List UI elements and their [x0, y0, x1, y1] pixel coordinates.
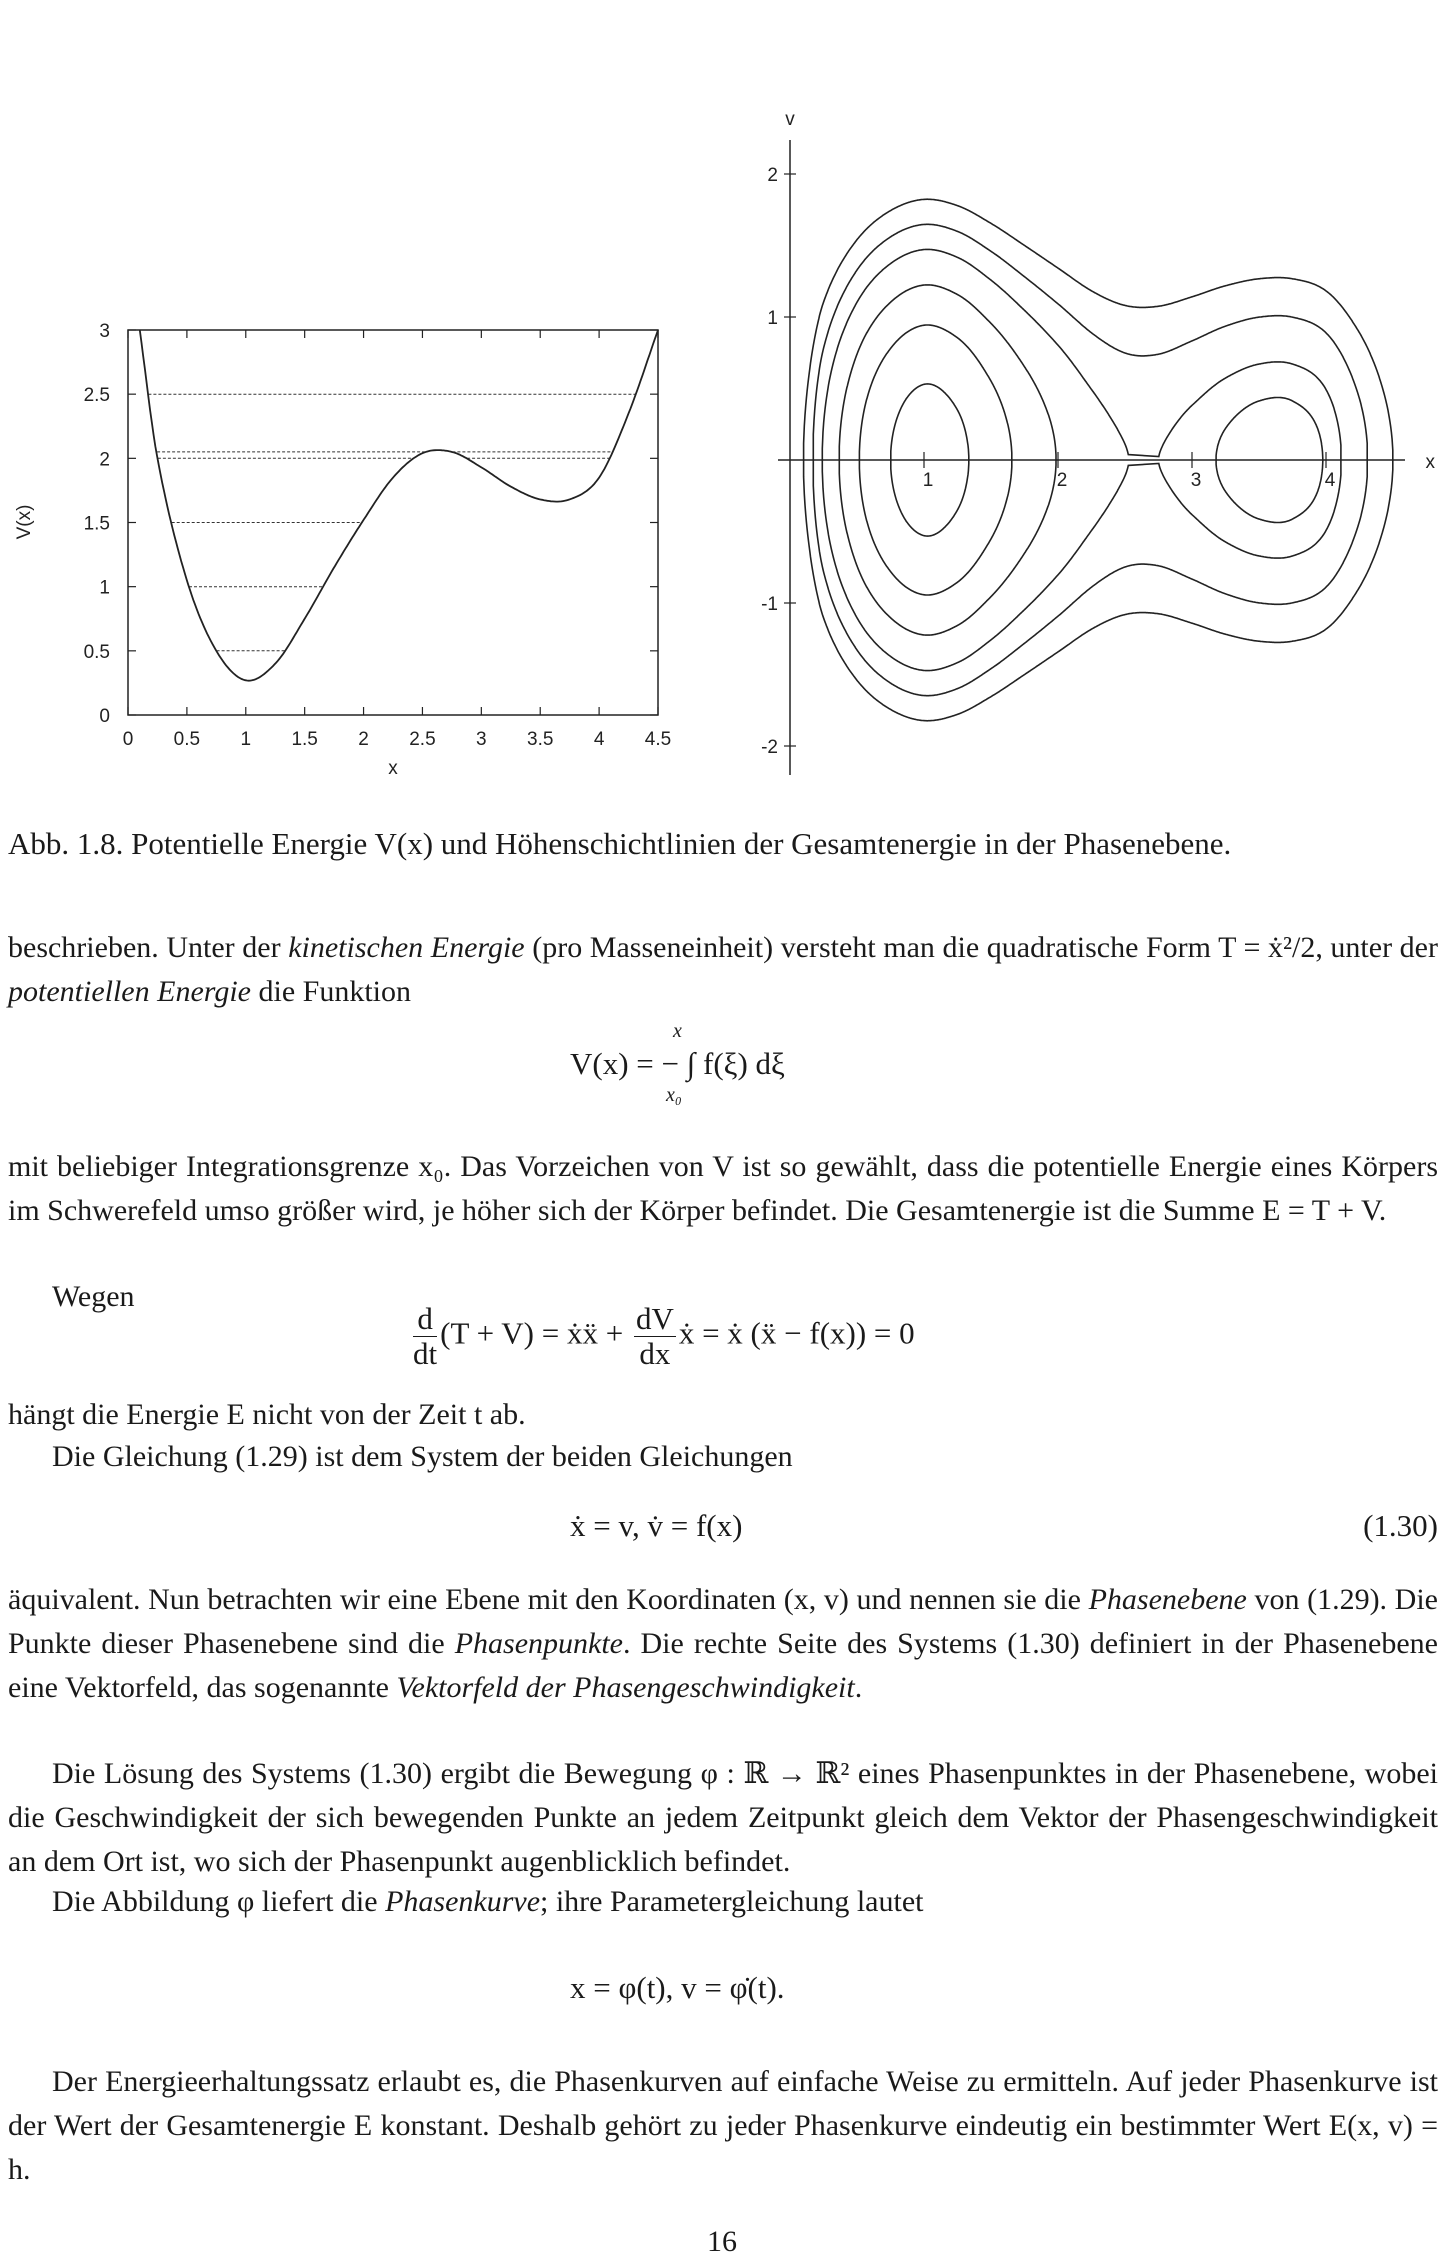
x-tick-label: 2 — [1056, 470, 1068, 491]
equation-body: V(x) = − ∫ f(ξ) dξ — [570, 1046, 785, 1081]
potential-curve — [140, 330, 658, 681]
text-run: äquivalent. Nun betrachten wir eine Ebene mit den Koordinaten (x, v) und nennen sie die — [8, 1583, 1089, 1616]
text-run: . — [854, 1671, 863, 1704]
paragraph-motion: Die Lösung des Systems (1.30) ergibt die Bewegung φ : ℝ → ℝ² eines Phasenpunktes in der Phasenebene, wobei die Geschwindigkeit der sich bewegenden Punkte an jedem Zeitpunkt gleich dem Vektor der Phasengeschwindigkeit an dem Ort ist, wo sich der Phasenpunkt augenblicklich befindet. — [8, 1757, 1438, 1878]
numerator: dV — [635, 1301, 674, 1336]
text-run: beschrieben. Unter der — [8, 931, 289, 964]
phase-portrait-plot — [730, 95, 1444, 795]
term-phasenkurve: Phasenkurve — [385, 1885, 541, 1918]
term-phasenpunkte: Phasenpunkte — [454, 1627, 623, 1660]
denominator: dx — [639, 1336, 671, 1371]
x-tick-label: 2 — [358, 729, 369, 750]
integral-upper-limit: x — [673, 1020, 682, 1042]
text-run: Die Abbildung φ liefert die — [52, 1885, 386, 1918]
paragraph-phase-curve — [8, 1880, 923, 1924]
x-tick-label: 3 — [1190, 470, 1202, 491]
paragraph-system-intro: Die Gleichung (1.29) ist dem System der beiden Gleichungen — [52, 1440, 793, 1473]
energy-level-lines — [148, 394, 636, 651]
x-tick-label: 3 — [476, 729, 487, 750]
equation-part: ẋ = ẋ (ẍ − f(x)) = 0 — [678, 1315, 915, 1351]
text-run: . Die rechte Seite des Systems (1.30) definiert in der Phasenebene eine Vektorfeld, das sogenannte — [8, 1627, 1439, 1704]
x-tick-label: 1 — [922, 470, 934, 491]
v-axis-label: v — [785, 109, 795, 130]
paragraph-wegen: Wegen — [52, 1280, 135, 1313]
text-run: (pro Masseneinheit) versteht man die quadratische Form T = ẋ²/2, unter der — [524, 931, 1438, 964]
y-tick-label: 2 — [99, 449, 110, 471]
x-axis-label-right: x — [1425, 452, 1435, 473]
y-tick-label: -2 — [761, 737, 778, 758]
y-tick-label: 2 — [767, 165, 778, 186]
equation-number: (1.30) — [1363, 1508, 1438, 1543]
x-tick-label: 2.5 — [409, 729, 436, 750]
y-tick-labels — [84, 321, 658, 727]
equation-part: (T + V) = ẋẍ + — [440, 1315, 624, 1351]
text-run: ; ihre Parametergleichung lautet — [540, 1885, 924, 1918]
equation-system: ẋ = v, v̇ = f(x) — [570, 1508, 743, 1543]
equation-energy-derivative — [410, 1302, 915, 1371]
y-axis-label: V(x) — [14, 504, 35, 540]
text-run: von (1.29). Die Punkte dieser Phasenebene sind die — [8, 1583, 1438, 1660]
x-tick-label: 4 — [1324, 470, 1336, 491]
x-tick-label: 0 — [122, 729, 134, 750]
paragraph-energy-conservation: Der Energieerhaltungssatz erlaubt es, die Phasenkurven auf einfache Weise zu ermitteln. Auf jeder Phasenkurve ist der Wert der Gesamtenergie E konstant. Deshalb gehört zu jeder Phasenkurve eindeutig ein bestimmter Wert E(x, v) = h. — [8, 2065, 1438, 2186]
term-kinetic-energy: kinetischen Energie — [288, 931, 525, 964]
y-tick-label: 1.5 — [83, 513, 110, 535]
numerator: d — [413, 1302, 437, 1337]
page-number: 16 — [707, 2225, 737, 2258]
y-tick-label: -1 — [761, 594, 778, 615]
paragraph-energy-constant: hängt die Energie E nicht von der Zeit t ab. — [8, 1398, 526, 1431]
figure-caption: Abb. 1.8. Potentielle Energie V(x) und Höhenschichtlinien der Gesamtenergie in der Phasenebene. — [8, 826, 1232, 861]
y-tick-label: 1 — [99, 577, 110, 599]
text-run: die Funktion — [250, 975, 411, 1008]
y-tick-label: 2.5 — [83, 385, 110, 407]
term-vektorfeld: Vektorfeld der Phasengeschwindigkeit — [396, 1671, 855, 1704]
y-tick-label: 0 — [99, 706, 110, 727]
integral-lower-limit: x₀ — [666, 1084, 682, 1106]
x-tick-label: 4 — [593, 729, 605, 750]
fraction-d-dt — [413, 1302, 437, 1371]
term-potential-energy: potentiellen Energie — [8, 975, 251, 1008]
equation-potential — [570, 1020, 785, 1106]
denominator: dt — [413, 1336, 438, 1371]
y-tick-label: 3 — [99, 321, 110, 342]
potential-plot — [0, 300, 700, 800]
equation-parametric: x = φ(t), v = φ̇(t). — [570, 1970, 785, 2005]
x-tick-label: 1.5 — [291, 729, 318, 750]
paragraph-sign-convention: mit beliebiger Integrationsgrenze x₀. Das Vorzeichen von V ist so gewählt, dass die potentielle Energie eines Körpers im Schwerefeld umso größer wird, je höher sich der Körper befindet. Die Gesamtenergie ist die Summe E = T + V. — [8, 1150, 1438, 1227]
term-phasenebene: Phasenebene — [1088, 1583, 1247, 1616]
y-tick-label: 0.5 — [83, 641, 110, 663]
x-tick-label: 4.5 — [644, 729, 672, 750]
x-tick-label: 0.5 — [173, 729, 201, 750]
paragraph-kinetic-energy — [8, 926, 1438, 1014]
paragraph-phase-plane — [8, 1578, 1438, 1710]
x-axis-label: x — [388, 758, 398, 779]
x-tick-labels — [123, 330, 672, 750]
x-tick-label: 1 — [240, 729, 252, 750]
x-tick-label: 3.5 — [527, 729, 554, 750]
y-tick-label: 1 — [767, 308, 778, 329]
fraction-dV-dx — [634, 1302, 676, 1371]
